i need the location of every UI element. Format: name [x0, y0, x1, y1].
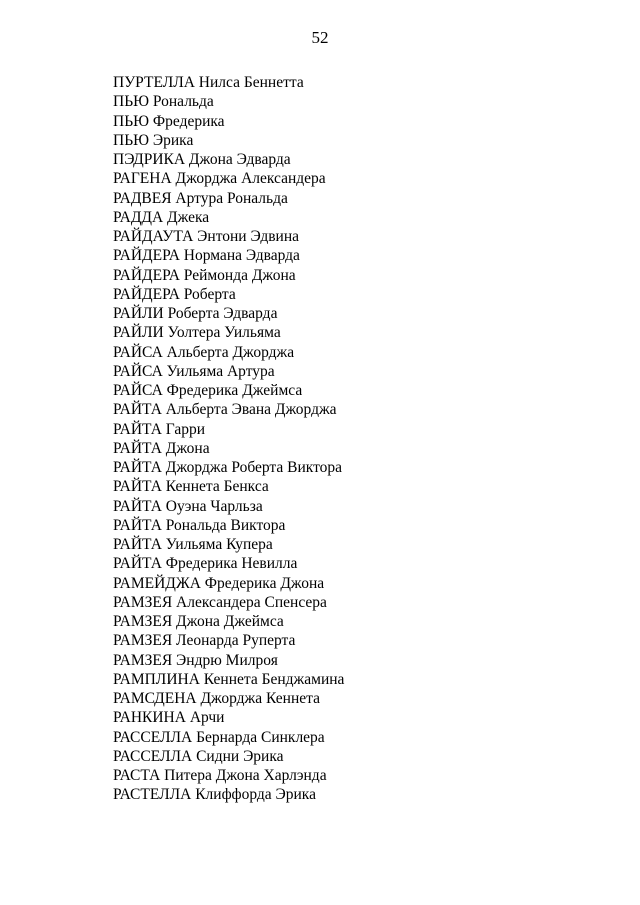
- list-item: ПЬЮ Рональда: [113, 93, 214, 111]
- list-item: РАЙДАУТА Энтони Эдвина: [113, 228, 299, 245]
- page-number: 52: [311, 28, 329, 47]
- list-item: РАЙСА Альберта Джорджа: [113, 343, 295, 361]
- name-list: [113, 73, 344, 805]
- list-item: РАЙДЕРА Нормана Эдварда: [113, 247, 300, 265]
- list-item: РАМЗЕЯ Леонарда Руперта: [113, 632, 296, 650]
- list-item: РАСТЕЛЛА Клиффорда Эрика: [113, 786, 316, 804]
- list-item: РАСТА Питера Джона Харлэнда: [113, 767, 327, 784]
- list-item: ПУРТЕЛЛА Нилса Беннетта: [113, 74, 304, 91]
- list-item: РАМЗЕЯ Александера Спенсера: [113, 593, 327, 611]
- list-item: РАМПЛИНА Кеннета Бенджамина: [113, 670, 345, 688]
- list-item: РАМЗЕЯ Джона Джеймса: [113, 613, 284, 630]
- list-item: ПЬЮ Фредерика: [113, 112, 225, 130]
- list-item: РАЙТА Альберта Эвана Джорджа: [113, 401, 337, 419]
- list-item: РАЙСА Уильяма Артура: [113, 362, 275, 380]
- list-item: РАЙТА Рональда Виктора: [113, 516, 286, 534]
- list-item: РАССЕЛЛА Бернарда Синклера: [113, 728, 325, 746]
- list-item: РАЙЛИ Роберта Эдварда: [113, 305, 278, 322]
- list-item: РАЙТА Оуэна Чарльза: [113, 497, 263, 515]
- list-item: РАССЕЛЛА Сидни Эрика: [113, 747, 284, 765]
- list-item: РАЙТА Джона: [113, 439, 210, 457]
- list-item: РАЙЛИ Уолтера Уильяма: [113, 324, 281, 342]
- list-item: РАЙДЕРА Роберта: [113, 285, 236, 303]
- list-item: РАЙДЕРА Реймонда Джона: [113, 266, 296, 284]
- list-item: РАЙТА Джорджа Роберта Виктора: [113, 459, 343, 476]
- list-item: РАДВЕЯ Артура Рональда: [113, 189, 288, 207]
- list-item: РАНКИНА Арчи: [113, 709, 225, 727]
- list-item: ПЭДРИКА Джона Эдварда: [113, 151, 291, 168]
- list-item: РАМЗЕЯ Эндрю Милроя: [113, 651, 278, 669]
- list-item: РАГЕНА Джорджа Александера: [113, 170, 326, 188]
- list-item: РАЙСА Фредерика Джеймса: [113, 382, 303, 399]
- list-item: РАДДА Джека: [113, 208, 210, 226]
- list-item: РАЙТА Уильяма Купера: [113, 536, 273, 553]
- list-item: РАМСДЕНА Джорджа Кеннета: [113, 690, 320, 707]
- list-item: РАМЕЙДЖА Фредерика Джона: [113, 574, 325, 592]
- list-item: РАЙТА Гарри: [113, 420, 206, 438]
- list-item: РАЙТА Кеннета Бенкса: [113, 478, 269, 496]
- list-item: ПЬЮ Эрика: [113, 131, 194, 149]
- list-item: РАЙТА Фредерика Невилла: [113, 555, 298, 573]
